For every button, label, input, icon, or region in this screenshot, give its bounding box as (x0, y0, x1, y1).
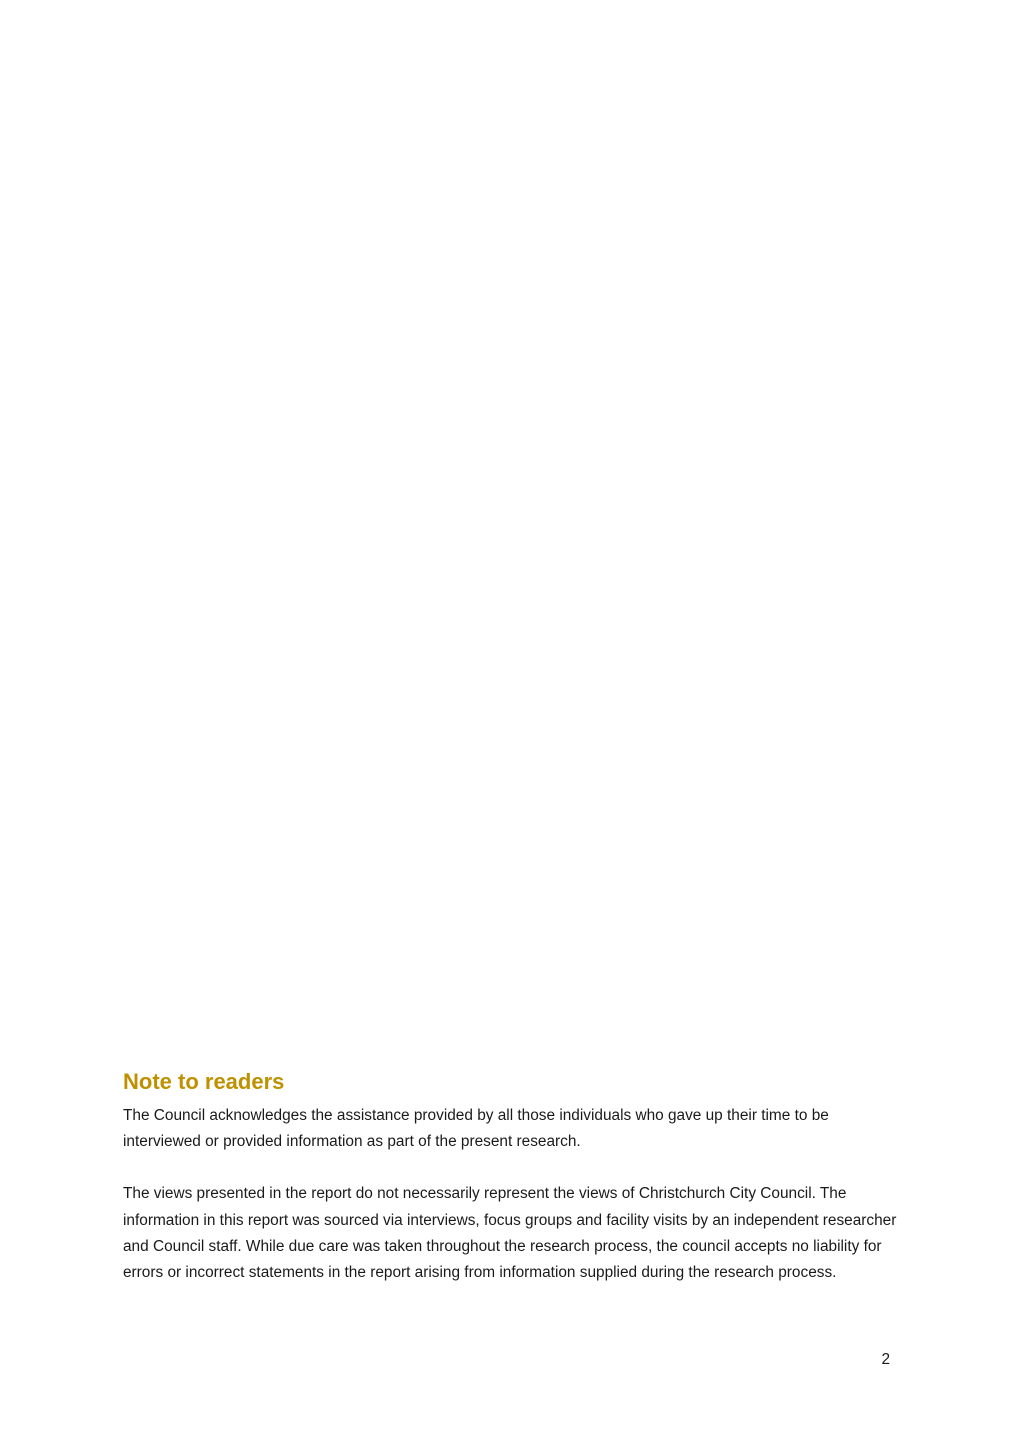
note-heading: Note to readers (123, 1069, 285, 1094)
note-to-readers-section (123, 1066, 898, 1286)
page-number: 2 (881, 1351, 890, 1368)
disclaimer-paragraph: The views presented in the report do not necessarily represent the views of Christchurch City Council. The information in this report was sourced via interviews, focus groups and facility visits by an independent researcher and Council staff. While due care was taken throughout the research process, the council accepts no liability for errors or incorrect statements in the report arising from information supplied during the research process. (123, 1185, 897, 1282)
acknowledgement-paragraph: The Council acknowledges the assistance provided by all those individuals who gave up their time to be interviewed or provided information as part of the present research. (123, 1107, 829, 1151)
